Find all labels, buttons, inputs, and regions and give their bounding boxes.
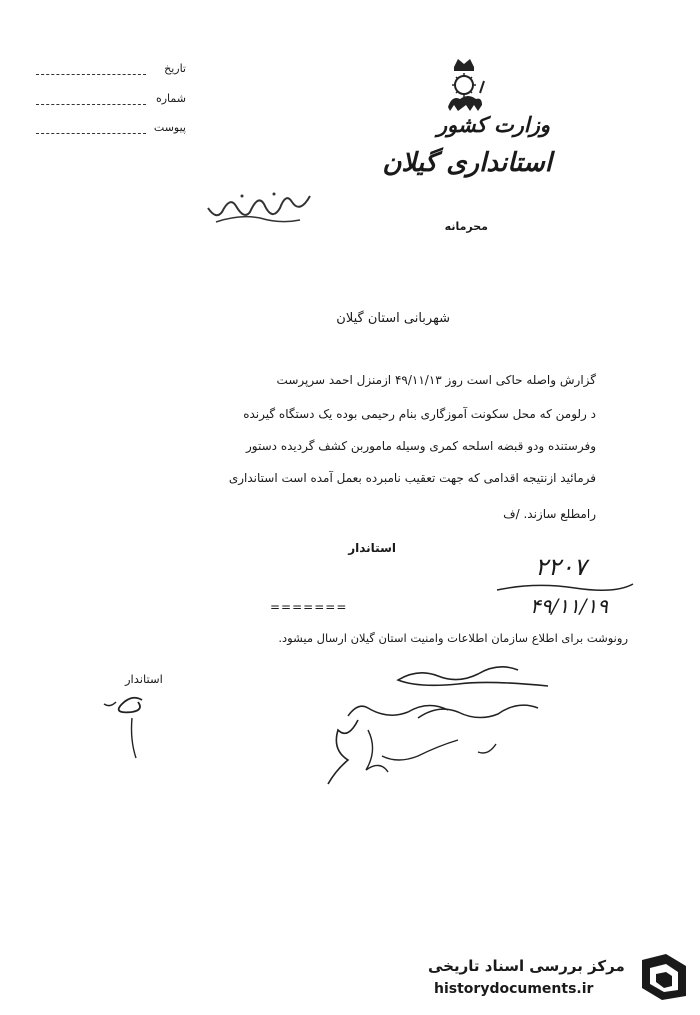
handwritten-underline — [495, 580, 635, 594]
attachment-field — [36, 121, 186, 137]
attachment-field-label: پیوست — [153, 121, 186, 134]
copy-note: رونوشت برای اطلاع سازمان اطلاعات وامنیت استان گیلان ارسال میشود. — [278, 631, 628, 645]
governor-signoff: استاندار — [348, 541, 396, 555]
letter-line-3: وفرستنده ودو قبضه اسلحه کمری وسیله ماموربن کشف گردیده دستور — [245, 439, 596, 453]
letter-line-2: د رلومن که محل سکونت آموزگاری بنام رحیمی بوده یک دستگاه گیرنده — [243, 407, 596, 421]
handwritten-date: ۴۹/۱۱/۱۹ — [530, 594, 608, 618]
handwritten-annotations — [318, 660, 558, 790]
number-field-line — [36, 104, 146, 105]
letter-line-1: گزارش واصله حاکی است روز ۴۹/۱۱/۱۳ ازمنزل احمد سرپرست — [276, 373, 596, 387]
copy-signoff: استاندار — [125, 672, 163, 686]
letter-line-4: فرمائید ازنتیجه اقدامی که جهت تعقیب نامبرده بعمل آمده است استانداری — [228, 471, 596, 485]
letter-line-5: رامطلع سازند. /ف — [503, 507, 596, 521]
province-office-title: استانداری گیلان — [382, 148, 552, 178]
ministry-title: وزارت کشور — [436, 112, 550, 137]
date-field-line — [36, 74, 146, 75]
separator-line: ======= — [270, 600, 348, 614]
lion-and-sun-emblem-icon — [440, 55, 488, 117]
date-field — [36, 62, 186, 78]
letter-addressee: شهربانی استان گیلان — [336, 311, 450, 326]
attachment-field-line — [36, 133, 146, 134]
date-field-label: تاریخ — [164, 62, 186, 75]
archive-center-title: مرکز بررسی اسناد تاریخی — [428, 957, 625, 975]
handwritten-ref-number: ۲۲۰۷ — [535, 553, 587, 581]
number-field-label: شماره — [155, 92, 186, 105]
handwritten-classification-stamp — [200, 186, 320, 228]
number-field — [36, 92, 186, 108]
classification-label: محرمانه — [444, 220, 488, 233]
archive-website: historydocuments.ir — [434, 981, 594, 997]
archive-logo-icon — [636, 952, 692, 1002]
governor-signature — [92, 690, 152, 760]
